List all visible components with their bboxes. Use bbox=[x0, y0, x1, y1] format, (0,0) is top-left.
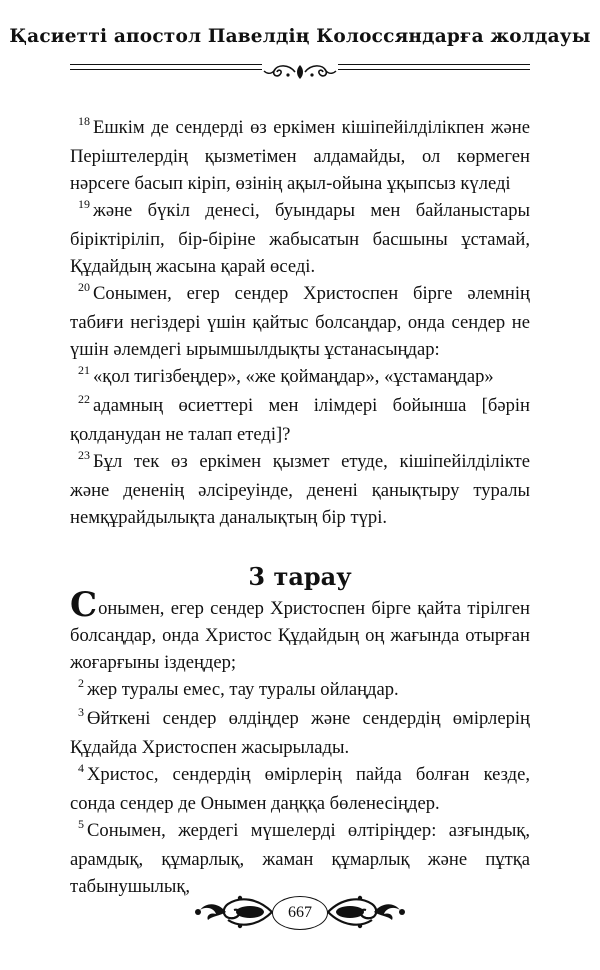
verse-text: Христос, сендердің өмірлерің пайда болған кезде, сонда сендер де Онымен даңққа бөленесіңдер. bbox=[70, 764, 530, 814]
verse-number: 2 bbox=[78, 676, 84, 690]
verse-1 bbox=[70, 585, 530, 676]
page-number: 667 bbox=[272, 896, 328, 930]
header-ornament-icon bbox=[262, 61, 338, 83]
page-footer bbox=[0, 886, 600, 938]
verse-23 bbox=[70, 448, 530, 531]
verse-text: Бұл тек өз еркімен қызмет етуде, кішіпейілділікте және дененің әлсіреуінде, денені қанықтыру туралы немқұрайдылықта даналықтың бір түрі. bbox=[70, 451, 530, 528]
verse-number: 19 bbox=[78, 197, 90, 211]
verse-text: Сонымен, жердегі мүшелерді өлтіріңдер: азғындық, арамдық, құмарлық, жаман құмарлық және пұтқа табынушылық, bbox=[70, 820, 530, 897]
verse-2 bbox=[70, 676, 530, 705]
verse-text: Өйткені сендер өлдіңдер және сендердің өмірлерің Құдайда Христоспен жасырылады. bbox=[70, 708, 530, 758]
chapter-title: 3 тарау bbox=[248, 562, 352, 591]
verse-number: 3 bbox=[78, 705, 84, 719]
verse-text: Сонымен, егер сендер Христоспен бірге әлемнің табиғи негіздері үшін қайтыс болсаңдар, онда сендер не үшін әлемдегі ырымшылдықты ұстанасыңдар: bbox=[70, 283, 530, 360]
verse-22 bbox=[70, 392, 530, 448]
verse-number: 20 bbox=[78, 280, 90, 294]
drop-cap: С bbox=[70, 585, 98, 625]
verse-number: 5 bbox=[78, 817, 84, 831]
verse-3 bbox=[70, 705, 530, 761]
verse-text: және бүкіл денесі, буындары мен байланыстары біріктіріліп, бір-біріне жабысатын басшыны ұстамай, Құдайдың жасына қарай өседі. bbox=[70, 200, 530, 277]
verse-18 bbox=[70, 114, 530, 197]
verse-number: 23 bbox=[78, 448, 90, 462]
verse-19 bbox=[70, 197, 530, 280]
verse-20 bbox=[70, 280, 530, 363]
verse-number: 18 bbox=[78, 114, 90, 128]
verse-4 bbox=[70, 761, 530, 817]
page-body bbox=[70, 114, 530, 900]
verse-number: 21 bbox=[78, 363, 90, 377]
verse-number: 22 bbox=[78, 392, 90, 406]
verse-text: адамның өсиеттері мен ілімдері бойынша [бәрін қолданудан не талап етеді]? bbox=[70, 395, 530, 445]
verse-text: Ешкім де сендерді өз еркімен кішіпейілділікпен және Періштелердің қызметімен алдамайды, ол көрмеген нәрсеге басып кіріп, өзінің ақыл-ойына ұқыпсыз күледі bbox=[70, 117, 530, 194]
verse-text: «қол тигізбеңдер», «же қоймаңдар», «ұстамаңдар» bbox=[93, 366, 494, 387]
verse-21 bbox=[70, 363, 530, 392]
verse-text: онымен, егер сендер Христоспен бірге қайта тірілген болсаңдар, онда Христос Құдайдың оң жағында отырған жоғарғыны іздеңдер; bbox=[70, 598, 530, 673]
verse-text: жер туралы емес, тау туралы ойлаңдар. bbox=[87, 679, 399, 700]
verse-number: 4 bbox=[78, 761, 84, 775]
running-header: Қасиетті апостол Павелдің Колоссяндарға жолдауы bbox=[9, 26, 591, 47]
